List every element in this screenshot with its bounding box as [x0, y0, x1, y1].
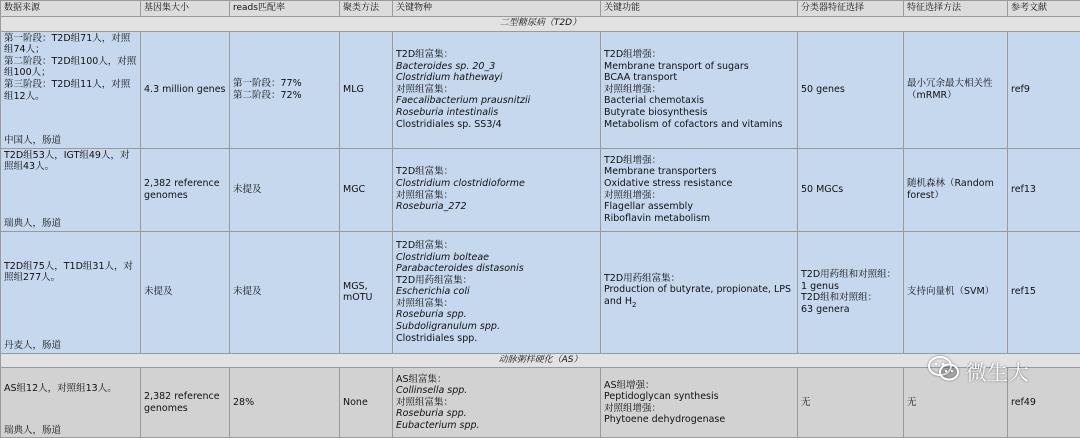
- header-row: [1, 1, 1080, 17]
- species-line: Eubacterium spp.: [396, 420, 597, 432]
- species-line: Parabacteroides distasonis: [396, 263, 597, 275]
- species-line: T2D组富集：: [396, 49, 597, 61]
- species-line: Roseburia spp.: [396, 309, 597, 321]
- header-cell: reads匹配率: [230, 1, 340, 17]
- species-line: Clostridium hathewayi: [396, 72, 597, 84]
- function-line: Phytoene dehydrogenase: [604, 414, 794, 426]
- table-row: [1, 368, 1080, 438]
- species-line: Clostridiales sp. SS3/4: [396, 119, 597, 131]
- header-cell: 参考文献: [1008, 1, 1080, 17]
- section-row-t2d: [1, 17, 1080, 32]
- cluster-cell: MGS, mOTU: [340, 231, 393, 353]
- species-cell: [393, 368, 601, 438]
- species-line: AS组富集：: [396, 374, 597, 386]
- function-line: 对照组增强：: [604, 84, 794, 96]
- species-cell: [393, 231, 601, 353]
- feature-line: 1 genus: [801, 281, 900, 293]
- header-cell: 数据来源: [1, 1, 141, 17]
- feature-cell: [798, 31, 904, 148]
- species-cell: [393, 31, 601, 148]
- method-cell: 支持向量机（SVM）: [904, 231, 1008, 353]
- function-line: Peptidoglycan synthesis: [604, 391, 794, 403]
- function-line: Oxidative stress resistance: [604, 178, 794, 190]
- species-line: T2D组富集：: [396, 240, 597, 252]
- species-line: 对照组富集：: [396, 397, 597, 409]
- function-line: T2D组增强：: [604, 49, 794, 61]
- species-line: Bacteroides sp. 20_3: [396, 61, 597, 73]
- species-line: 对照组富集：: [396, 190, 597, 202]
- header-cell: 关键物种: [393, 1, 601, 17]
- species-line: Faecalibacterium prausnitzii: [396, 95, 597, 107]
- feature-cell: [798, 148, 904, 231]
- species-line: T2D用药组富集：: [396, 275, 597, 287]
- ref-cell: ref13: [1008, 148, 1080, 231]
- reads-cell: [230, 368, 340, 438]
- species-line: 对照组富集：: [396, 84, 597, 96]
- feature-line: 63 genera: [801, 304, 900, 316]
- method-cell: 最小冗余最大相关性（mRMR）: [904, 31, 1008, 148]
- source-origin: 瑞典人，肠道: [4, 425, 137, 437]
- function-line: Bacterial chemotaxis: [604, 95, 794, 107]
- species-line: Clostridium clostridioforme: [396, 178, 597, 190]
- species-line: Collinsella spp.: [396, 385, 597, 397]
- section-title: 动脉粥样硬化（AS）: [1, 353, 1080, 368]
- reads-line: 未提及: [233, 184, 336, 196]
- species-line: T2D组富集：: [396, 166, 597, 178]
- feature-line: 50 genes: [801, 84, 900, 96]
- species-line: Clostridium bolteae: [396, 252, 597, 264]
- source-line: T2D组53人，IGT组49人，对照组43人。: [4, 150, 137, 173]
- function-line: BCAA transport: [604, 72, 794, 84]
- source-cell: [1, 368, 141, 438]
- ref-cell: ref49: [1008, 368, 1080, 438]
- source-cell: [1, 231, 141, 353]
- function-line: T2D组增强：: [604, 155, 794, 167]
- species-line: Roseburia_272: [396, 201, 597, 213]
- gene-set-cell: 4.3 million genes: [141, 31, 230, 148]
- species-line: Clostridiales spp.: [396, 333, 597, 345]
- function-line: Butyrate biosynthesis: [604, 107, 794, 119]
- reads-line: 第二阶段：72%: [233, 90, 336, 102]
- header-cell: 特征选择方法: [904, 1, 1008, 17]
- header-cell: 基因集大小: [141, 1, 230, 17]
- source-cell: [1, 148, 141, 231]
- function-cell: [601, 368, 798, 438]
- table-row: [1, 31, 1080, 148]
- source-origin: 瑞典人，肠道: [4, 218, 137, 230]
- source-origin: 中国人，肠道: [4, 135, 137, 147]
- function-line: Production of butyrate, propionate, LPS and $H_2$: [604, 284, 794, 311]
- header-cell: 分类器特征选择: [798, 1, 904, 17]
- cluster-cell: MLG: [340, 31, 393, 148]
- reads-line: 第一阶段：77%: [233, 78, 336, 90]
- header-cell: 关键功能: [601, 1, 798, 17]
- function-line: Metabolism of cofactors and vitamins: [604, 119, 794, 131]
- method-cell: 随机森林（Random forest）: [904, 148, 1008, 231]
- feature-cell: [798, 368, 904, 438]
- function-cell: [601, 231, 798, 353]
- table-row: [1, 148, 1080, 231]
- source-line: 第三阶段：T2D组11人，对照组12人。: [4, 79, 137, 102]
- species-line: Roseburia spp.: [396, 408, 597, 420]
- reads-line: 28%: [233, 397, 336, 409]
- gene-set-cell: 2,382 reference genomes: [141, 368, 230, 438]
- function-line: AS组增强：: [604, 380, 794, 392]
- header-cell: 聚类方法: [340, 1, 393, 17]
- feature-line: 50 MGCs: [801, 184, 900, 196]
- source-line: T2D组75人，T1D组31人，对照组277人。: [4, 261, 137, 284]
- species-line: Escherichia coli: [396, 286, 597, 298]
- wechat-icon: [928, 355, 960, 388]
- source-line: AS组12人，对照组13人。: [4, 383, 137, 395]
- reads-cell: [230, 31, 340, 148]
- source-cell: [1, 31, 141, 148]
- function-line: 对照组增强：: [604, 403, 794, 415]
- cluster-cell: MGC: [340, 148, 393, 231]
- source-line: 第一阶段：T2D组71人，对照组74人；: [4, 33, 137, 56]
- table-row: [1, 231, 1080, 353]
- function-cell: [601, 148, 798, 231]
- function-line: Membrane transporters: [604, 166, 794, 178]
- gene-set-cell: 未提及: [141, 231, 230, 353]
- function-line: Membrane transport of sugars: [604, 61, 794, 73]
- gene-set-cell: 2,382 reference genomes: [141, 148, 230, 231]
- species-line: Roseburia intestinalis: [396, 107, 597, 119]
- method-cell: 无: [904, 368, 1008, 438]
- feature-line: T2D组和对照组：: [801, 292, 900, 304]
- ref-cell: ref15: [1008, 231, 1080, 353]
- source-origin: 丹麦人，肠道: [4, 340, 137, 352]
- feature-line: 无: [801, 397, 900, 409]
- species-cell: [393, 148, 601, 231]
- reads-cell: [230, 231, 340, 353]
- function-line: T2D用药组富集：: [604, 273, 794, 285]
- function-line: Riboflavin metabolism: [604, 213, 794, 225]
- function-cell: [601, 31, 798, 148]
- function-line: 对照组增强：: [604, 190, 794, 202]
- cluster-cell: None: [340, 368, 393, 438]
- species-line: 对照组富集：: [396, 298, 597, 310]
- watermark-text: 微生大: [966, 357, 1029, 387]
- section-title: 二型糖尿病（T2D）: [1, 17, 1080, 32]
- reads-cell: [230, 148, 340, 231]
- function-line: Flagellar assembly: [604, 201, 794, 213]
- ref-cell: ref9: [1008, 31, 1080, 148]
- section-row-as: [1, 353, 1080, 368]
- species-line: Subdoligranulum spp.: [396, 321, 597, 333]
- watermark: [928, 355, 1029, 388]
- feature-line: T2D用药组和对照组：: [801, 269, 900, 281]
- source-line: 第二阶段：T2D组100人，对照组100人；: [4, 56, 137, 79]
- reads-line: 未提及: [233, 286, 336, 298]
- feature-cell: [798, 231, 904, 353]
